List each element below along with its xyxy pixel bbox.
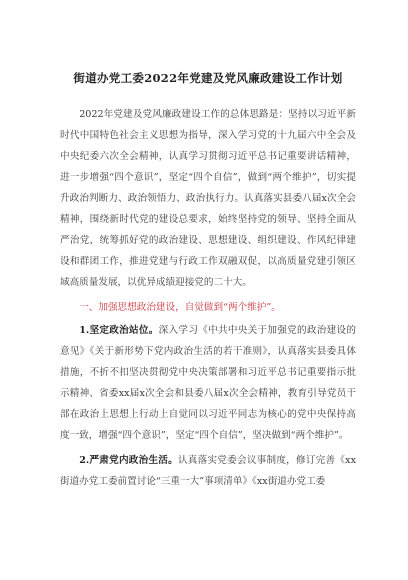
item-2-lead: 2.严肃党内政治生活。 bbox=[79, 455, 178, 466]
item-1-lead: 1.坚定政治站位。 bbox=[79, 325, 159, 336]
item-2-body: 认真落实党委会议事制度，修订完善《xx街道办党工委前置讨论“三重一大”事项清单》《xx街道办党工委 bbox=[60, 455, 356, 487]
item-1-paragraph bbox=[60, 320, 356, 446]
section-heading-1: 一、加强思想政治建设，自觉做到“两个维护”。 bbox=[79, 302, 281, 313]
item-1-body: 深入学习《中共中央关于加强党的政治建设的意见》《关于新形势下党内政治生活的若干准则》，认真落实县委具体措施，不折不扣坚决贯彻党中央决策部署和习近平总书记重要指示批示精神、省委xx届x次全会和县委八届x次全会精神，教育引导党员干部在政治上思想上行动上自觉同以习近平同志为核心的党中央保持高度一致，增强“四个意识”，坚定“四个自信”，坚决做到“两个维护”。 bbox=[60, 325, 357, 441]
intro-paragraph: 2022年党建及党风廉政建设工作的总体思路是：坚持以习近平新时代中国特色社会主义思想为指导，深入学习党的十九届六中全会及中央纪委六次全会精神，认真学习贯彻习近平总书记重要讲话精神，进一步增强“四个意识”，坚定“四个自信”，做到“两个维护”，切实提升政治判断力、政治领悟力、政治执行力。认真落实县委八届x次全会精神，围绕新时代党的建设总要求，始终坚持党的领导、坚持全面从严治党，统筹抓好党的政治建设、思想建设、组织建设、作风纪律建设和群团工作，推进党建与行政工作双融双促，以高质量党建引领区域高质量发展，以优异成绩迎接党的二十大。 bbox=[60, 109, 356, 288]
item-2-paragraph bbox=[60, 450, 356, 492]
document-title: 街道办党工委2022年党建及党风廉政建设工作计划 bbox=[73, 71, 343, 85]
